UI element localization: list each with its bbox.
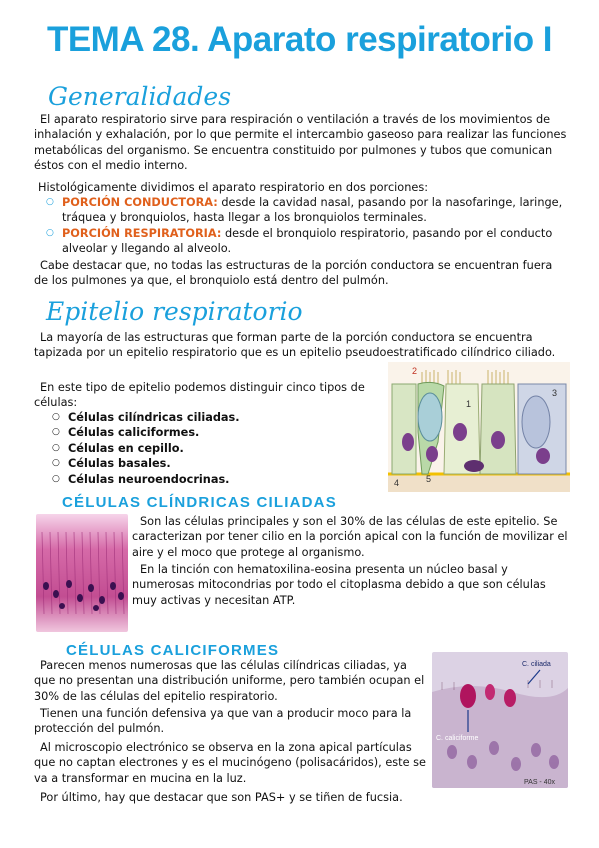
diagram-label: 4 [394,478,400,488]
list-item [46,226,566,257]
label-caliciforme: C. caliciforme [436,735,479,742]
goblet-cells-micrograph [432,652,568,788]
cell-types-list [52,410,372,487]
list-item: ○ Células caliciformes. [52,425,372,440]
diagram-label: 2 [412,366,418,376]
diagram-label: 3 [552,388,558,398]
epithelium-diagram [388,362,570,492]
caliciformes-p4: Por último, hay que destacar que son PAS+ y se tiñen de fucsia. [40,791,403,804]
diagram-label: 5 [426,474,432,484]
section-heading-epitelio: Epitelio respiratorio [46,297,303,326]
portion-text: desde la cavidad nasal, pasando por la nasofaringe, laringe, tráquea y bronquiolos, hasta llegar a los bronquiolos terminales. [62,196,563,225]
list-item: ○ Células en cepillo. [52,441,372,456]
generalidades-intro: El aparato respiratorio sirve para respiración o ventilación a través de los movimientos de inhalación y exhalación, por lo que permite el intercambio gaseoso para realizar las funciones metabólicas del organismo. Se encuentra constituido por pulmones y tubos que comunican éstos con el medio interno. [34,113,567,173]
list-item [46,195,566,226]
subheading-ciliadas: CÉLULAS CLÍNDRICAS CILIADAS [62,494,337,511]
ciliated-cells-micrograph [36,514,128,632]
diagram-label: 1 [466,399,472,409]
portion-name: PORCIÓN CONDUCTORA: [62,196,218,209]
generalidades-division: Histológicamente dividimos el aparato respiratorio en dos porciones: [38,181,429,194]
portion-name: PORCIÓN RESPIRATORIA: [62,226,222,240]
section-heading-generalidades: Generalidades [48,82,232,111]
caliciformes-p1: Parecen menos numerosas que las células cilíndricas ciliadas, ya que no presentan una distribución uniforme, pero también ocupan el 30% de las células del epitelio respiratorio. [34,659,425,703]
epitelio-types-intro: En este tipo de epitelio podemos distinguir cinco tipos de células: [34,381,365,410]
list-item: ○ Células neuroendocrinas. [52,472,372,487]
list-item: ○ Células basales. [52,456,372,471]
label-ciliada: C. ciliada [522,661,551,668]
label-stain: PAS - 40x [524,779,555,786]
caliciformes-p3: Al microscopio electrónico se observa en la zona apical partículas que no captan electrones y es el mucinógeno (polisacáridos), este se va a transformar en mucina en la luz. [34,741,426,785]
ciliadas-p1: Son las células principales y son el 30% de las células de este epitelio. Se caracterizan por tener cilio en la porción apical con la función de movilizar el aire y el moco que protege al organismo. [132,515,568,559]
subheading-caliciformes: CÉLULAS CALICIFORMES [66,642,280,659]
portion-text: desde el bronquiolo respiratorio, pasando por el conducto alveolar y llegando al alveolo. [62,226,553,256]
list-item: ○ Células cilíndricas ciliadas. [52,410,372,425]
portions-list [46,195,566,257]
caliciformes-p2: Tienen una función defensiva ya que van a producir moco para la protección del pulmón. [34,707,412,736]
ciliadas-p2: En la tinción con hematoxilina-eosina presenta un núcleo basal y numerosas mitocondrias por todo el citoplasma debido a que son células muy activas y necesitan ATP. [132,563,546,607]
generalidades-note: Cabe destacar que, no todas las estructuras de la porción conductora se encuentran fuera de los pulmones ya que, el bronquiolo está dentro del pulmón. [34,259,553,288]
page-title: TEMA 28. Aparato respiratorio I [46,20,553,59]
epitelio-intro: La mayoría de las estructuras que forman parte de la porción conductora se encuentra tapizada por un epitelio respiratorio que es un epitelio pseudoestratificado cilíndrico ciliado. [34,331,556,360]
